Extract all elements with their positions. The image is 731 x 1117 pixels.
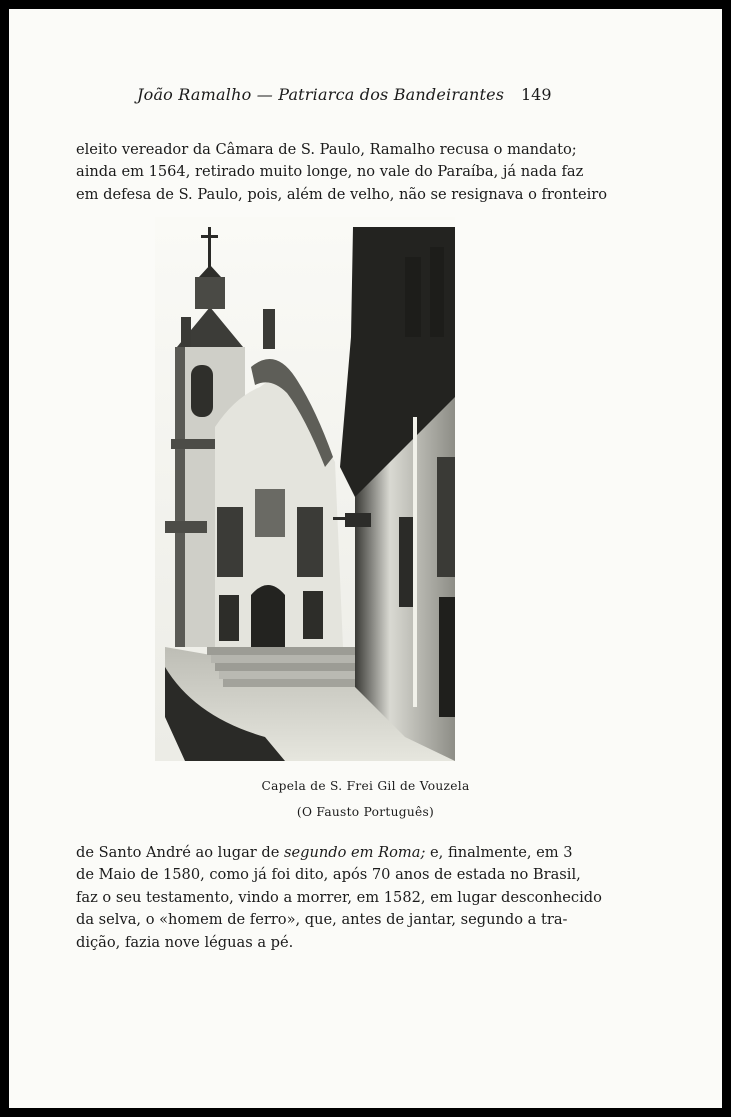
text-line: da selva, o «homem de ferro», que, antes de jantar, segundo a tra- <box>76 911 568 929</box>
book-page <box>9 9 722 1108</box>
running-head <box>9 85 722 111</box>
text-line: ainda em 1564, retirado muito longe, no vale do Paraíba, já nada faz <box>76 163 584 181</box>
text-line: em defesa de S. Paulo, pois, além de velho, não se resignava o fronteiro <box>76 185 608 203</box>
text-line: de Maio de 1580, como já foi dito, após 70 anos de estada no Brasil, <box>76 866 581 884</box>
italic-phrase: segundo em Roma; <box>284 844 426 861</box>
text-line <box>76 842 573 864</box>
chapel-photograph <box>155 217 455 761</box>
page-number: 149 <box>521 85 552 104</box>
text-run: de Santo André ao lugar de <box>76 844 285 861</box>
paragraph-bottom <box>76 842 602 954</box>
running-head-title: João Ramalho — Patriarca dos Bandeirantes <box>137 85 505 104</box>
text-run: e, finalmente, em 3 <box>425 844 573 861</box>
figure-credit: (O Fausto Português) <box>296 805 435 819</box>
text-line: eleito vereador da Câmara de S. Paulo, Ramalho recusa o mandato; <box>76 141 577 158</box>
figure-caption: Capela de S. Frei Gil de Vouzela <box>261 779 470 793</box>
text-line: faz o seu testamento, vindo a morrer, em 1582, em lugar desconhecido <box>76 888 602 906</box>
paragraph-top <box>76 139 608 206</box>
text-line: dição, fazia nove léguas a pé. <box>76 933 294 951</box>
